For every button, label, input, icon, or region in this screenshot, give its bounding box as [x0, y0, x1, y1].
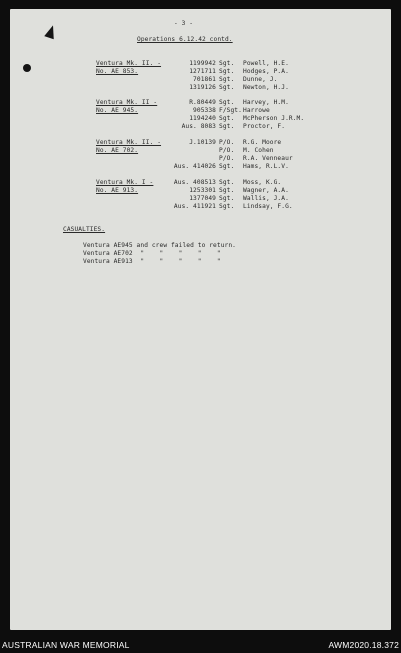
aircraft-serial: No. AE 945.	[96, 107, 139, 114]
crew-name: Hodges, P.A.	[243, 68, 289, 75]
crew-number: J.10139	[189, 139, 216, 146]
crew-number: 1253301	[189, 187, 216, 194]
crew-rank: Sgt.	[219, 60, 235, 67]
crew-number: Aus. 8083	[181, 123, 216, 130]
punch-hole	[23, 64, 31, 72]
crew-rank: Sgt.	[219, 179, 235, 186]
crew-rank: F/Sgt.	[219, 107, 242, 114]
crew-rank: Sgt.	[219, 99, 235, 106]
crew-name: Powell, H.E.	[243, 60, 289, 67]
page-number: - 3 -	[174, 20, 194, 27]
ink-mark	[44, 24, 58, 39]
crew-name: Moss, K.G.	[243, 179, 282, 186]
aircraft-type: Ventura Mk. II -	[96, 99, 158, 106]
crew-rank: Sgt.	[219, 203, 235, 210]
crew-rank: P/O.	[219, 147, 235, 154]
crew-name: Harvey, H.M.	[243, 99, 289, 106]
crew-name: Hams, R.L.V.	[243, 163, 289, 170]
casualty-line: Ventura AE945 and crew failed to return.	[83, 242, 237, 249]
crew-number: 1199942	[189, 60, 216, 67]
crew-rank: Sgt.	[219, 187, 235, 194]
aircraft-type: Ventura Mk. II. -	[96, 139, 162, 146]
crew-name: Wagner, A.A.	[243, 187, 289, 194]
crew-name: Dunne, J.	[243, 76, 278, 83]
aircraft-serial: No. AE 853.	[96, 68, 139, 75]
casualties-heading: CASUALTIES.	[63, 226, 106, 233]
crew-name: M. Cohen	[243, 147, 274, 154]
footer-archive-name: AUSTRALIAN WAR MEMORIAL	[2, 640, 130, 650]
crew-number: Aus. 414026	[173, 163, 216, 170]
crew-number: Aus. 411921	[173, 203, 216, 210]
crew-rank: Sgt.	[219, 68, 235, 75]
page-heading: Operations 6.12.42 contd.	[137, 36, 233, 43]
crew-number: R.80449	[189, 99, 216, 106]
crew-name: Lindsay, F.G.	[243, 203, 293, 210]
crew-number: 1319126	[189, 84, 216, 91]
crew-number: 1194240	[189, 115, 216, 122]
crew-name: R.A. Venneaur	[243, 155, 293, 162]
crew-number: 701861	[193, 76, 216, 83]
casualty-line: Ventura AE702 " " " " "	[83, 250, 221, 257]
crew-rank: Sgt.	[219, 84, 235, 91]
crew-number: Aus. 408513	[173, 179, 216, 186]
crew-number: 1271711	[189, 68, 216, 75]
crew-name: Newton, H.J.	[243, 84, 289, 91]
aircraft-type: Ventura Mk. II. -	[96, 60, 162, 67]
casualty-line: Ventura AE913 " " " " "	[83, 258, 221, 265]
crew-rank: Sgt.	[219, 76, 235, 83]
aircraft-type: Ventura Mk. I -	[96, 179, 154, 186]
crew-rank: Sgt.	[219, 195, 235, 202]
crew-name: McPherson J.R.M.	[243, 115, 305, 122]
crew-rank: Sgt.	[219, 123, 235, 130]
crew-name: Proctor, F.	[243, 123, 286, 130]
crew-number: 1377049	[189, 195, 216, 202]
aircraft-serial: No. AE 913.	[96, 187, 139, 194]
footer-record-id: AWM2020.18.372	[328, 640, 399, 650]
crew-rank: Sgt.	[219, 163, 235, 170]
document-page	[10, 9, 391, 630]
crew-name: Wallis, J.A.	[243, 195, 289, 202]
aircraft-serial: No. AE 702.	[96, 147, 139, 154]
crew-number: 905338	[193, 107, 216, 114]
crew-rank: P/O.	[219, 155, 235, 162]
crew-rank: P/O.	[219, 139, 235, 146]
crew-name: R.G. Moore	[243, 139, 282, 146]
crew-rank: Sgt.	[219, 115, 235, 122]
crew-name: Harrowe	[243, 107, 270, 114]
